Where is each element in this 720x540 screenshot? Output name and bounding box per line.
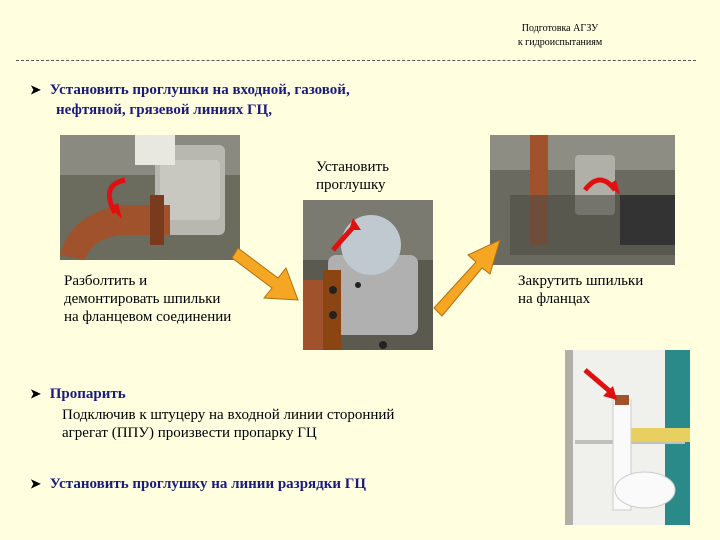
caption-center-line2: проглушку — [316, 177, 386, 193]
caption-right-line1: Закрутить шпильки — [518, 273, 644, 289]
bullet-arrow-icon: ➤ — [30, 82, 41, 97]
arrow-left-to-center-icon — [232, 248, 298, 300]
bullet-arrow-icon: ➤ — [30, 476, 41, 491]
bullet-arrow-icon: ➤ — [30, 386, 41, 401]
header-line1: Подготовка АГЗУ — [521, 23, 599, 34]
caption-left — [64, 272, 231, 326]
arrow-center-to-right-icon — [434, 240, 500, 316]
bullet-2-body — [62, 406, 394, 442]
caption-left-line1: Разболтить и — [64, 273, 148, 289]
bullet-2-title: Пропарить — [49, 386, 126, 402]
photo-discharge-line — [565, 350, 690, 525]
bullet-2 — [30, 384, 126, 404]
bullet-3-text: Установить проглушку на линии разрядки ГЦ — [49, 476, 366, 492]
bullet-2-line1: Подключив к штуцеру на входной линии сторонний — [62, 407, 395, 423]
bullet-1-line1: Установить проглушки на входной, газовой, — [49, 82, 350, 98]
bullet-3 — [30, 474, 366, 494]
caption-right — [518, 272, 643, 308]
caption-left-line2: демонтировать шпильки — [64, 291, 221, 307]
bullet-1-line2: нефтяной, грязевой линиях ГЦ, — [56, 102, 272, 118]
caption-left-line3: на фланцевом соединении — [64, 309, 232, 325]
caption-right-line2: на фланцах — [518, 291, 591, 307]
caption-center-line1: Установить — [316, 159, 389, 175]
bullet-2-line2: агрегат (ППУ) произвести пропарку ГЦ — [62, 425, 317, 441]
header-line2: к гидроиспытаниям — [517, 37, 603, 48]
